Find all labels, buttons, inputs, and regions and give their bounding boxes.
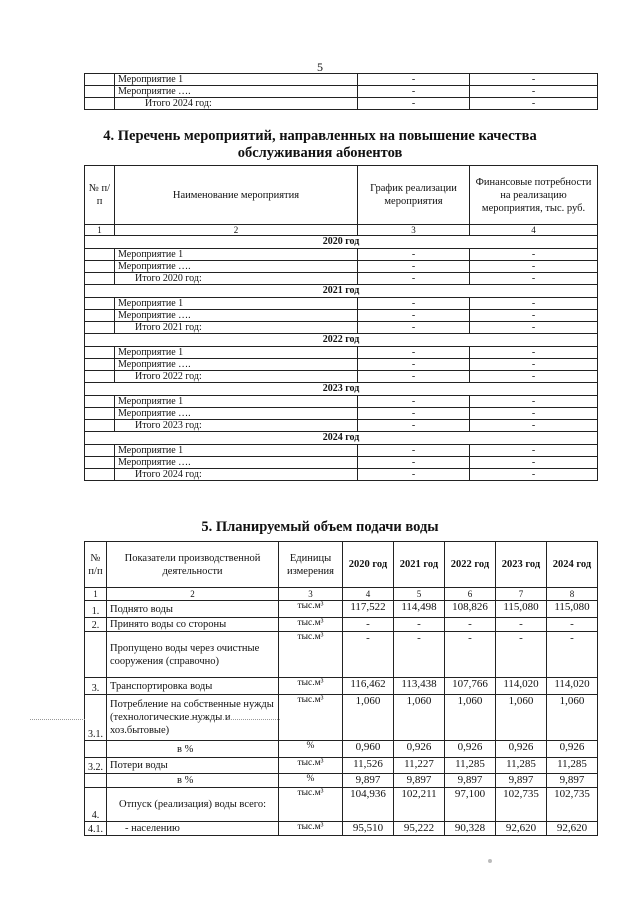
unit-cell: % bbox=[279, 774, 343, 788]
schedule-value: - bbox=[358, 249, 470, 261]
indicator-name: Потери воды bbox=[107, 758, 279, 774]
finance-value: - bbox=[470, 310, 598, 322]
unit-cell: тыс.м³ bbox=[279, 618, 343, 632]
table-row bbox=[85, 469, 598, 481]
finance-value: - bbox=[470, 261, 598, 273]
measure-name: Итого 2021 год: bbox=[115, 322, 358, 334]
row-num-cell bbox=[85, 371, 115, 383]
schedule-value: - bbox=[358, 408, 470, 420]
finance-value: - bbox=[470, 371, 598, 383]
year-row bbox=[85, 236, 598, 249]
row-num: 3. bbox=[85, 678, 107, 695]
value-cell: 11,285 bbox=[445, 758, 496, 774]
unit-cell: тыс.м³ bbox=[279, 601, 343, 618]
table-row bbox=[85, 774, 598, 788]
finance-value: - bbox=[470, 273, 598, 285]
measure-name: Итого 2023 год: bbox=[115, 420, 358, 432]
value-cell: 92,620 bbox=[547, 822, 598, 836]
table-row bbox=[85, 322, 598, 334]
finance-value: - bbox=[470, 469, 598, 481]
row-num-cell bbox=[85, 261, 115, 273]
table-row bbox=[85, 347, 598, 359]
row-num-cell bbox=[85, 74, 115, 86]
unit-cell: тыс.м³ bbox=[279, 695, 343, 741]
table-row bbox=[85, 310, 598, 322]
indicator-name: в % bbox=[107, 774, 279, 788]
value-cell: 107,766 bbox=[445, 678, 496, 695]
measure-name: Итого 2022 год: bbox=[115, 371, 358, 383]
value-cell: 102,735 bbox=[496, 788, 547, 822]
index-cell: 1 bbox=[85, 225, 115, 236]
value-cell: 9,897 bbox=[445, 774, 496, 788]
index-cell: 3 bbox=[358, 225, 470, 236]
value-cell: 0,926 bbox=[445, 741, 496, 758]
finance-value: - bbox=[470, 408, 598, 420]
table-row bbox=[85, 98, 598, 110]
value-cell: - bbox=[496, 618, 547, 632]
table-row bbox=[85, 758, 598, 774]
schedule-value: - bbox=[358, 98, 470, 110]
measure-name: Мероприятие …. bbox=[115, 310, 358, 322]
measure-name: Мероприятие …. bbox=[115, 408, 358, 420]
index-cell: 5 bbox=[394, 588, 445, 601]
header-year-2024: 2024 год bbox=[547, 542, 598, 588]
table-row bbox=[85, 457, 598, 469]
index-cell: 4 bbox=[343, 588, 394, 601]
row-num-cell bbox=[85, 273, 115, 285]
indicator-name: - населению bbox=[107, 822, 279, 836]
value-cell: 0,926 bbox=[547, 741, 598, 758]
year-label: 2021 год bbox=[85, 285, 598, 298]
water-supply-table bbox=[84, 541, 598, 836]
year-label: 2023 год bbox=[85, 383, 598, 396]
indicator-name: Транспортировка воды bbox=[107, 678, 279, 695]
value-cell: 9,897 bbox=[343, 774, 394, 788]
measures-table bbox=[84, 165, 598, 481]
unit-cell: % bbox=[279, 741, 343, 758]
measure-name: Мероприятие 1 bbox=[115, 445, 358, 457]
row-num-cell bbox=[85, 408, 115, 420]
scan-artifact-dot bbox=[488, 859, 492, 863]
header-num: № п/п bbox=[85, 542, 107, 588]
row-num bbox=[85, 741, 107, 758]
table-row bbox=[85, 371, 598, 383]
schedule-value: - bbox=[358, 420, 470, 432]
value-cell: 97,100 bbox=[445, 788, 496, 822]
table-row bbox=[85, 359, 598, 371]
value-cell: 1,060 bbox=[394, 695, 445, 741]
schedule-value: - bbox=[358, 347, 470, 359]
value-cell: 1,060 bbox=[547, 695, 598, 741]
finance-value: - bbox=[470, 457, 598, 469]
index-cell: 7 bbox=[496, 588, 547, 601]
scan-artifact-line bbox=[190, 719, 280, 720]
value-cell: - bbox=[547, 618, 598, 632]
measure-name: Мероприятие 1 bbox=[115, 347, 358, 359]
value-cell: - bbox=[445, 632, 496, 678]
year-label: 2024 год bbox=[85, 432, 598, 445]
measure-name: Мероприятие …. bbox=[115, 86, 358, 98]
row-num-cell bbox=[85, 359, 115, 371]
value-cell: 9,897 bbox=[547, 774, 598, 788]
finance-value: - bbox=[470, 420, 598, 432]
row-num: 1. bbox=[85, 601, 107, 618]
row-num-cell bbox=[85, 322, 115, 334]
header-finance: Финансовые потребности на реализацию мероприятия, тыс. руб. bbox=[470, 166, 598, 225]
measure-name: Итого 2020 год: bbox=[115, 273, 358, 285]
table-row bbox=[85, 298, 598, 310]
schedule-value: - bbox=[358, 310, 470, 322]
table-row bbox=[85, 601, 598, 618]
row-num: 3.1. bbox=[85, 695, 107, 741]
schedule-value: - bbox=[358, 86, 470, 98]
finance-value: - bbox=[470, 249, 598, 261]
finance-value: - bbox=[470, 86, 598, 98]
table-row bbox=[85, 445, 598, 457]
value-cell: - bbox=[394, 618, 445, 632]
row-num: 2. bbox=[85, 618, 107, 632]
index-cell: 4 bbox=[470, 225, 598, 236]
value-cell: - bbox=[547, 632, 598, 678]
header-unit: Единицы измерения bbox=[279, 542, 343, 588]
row-num: 4.1. bbox=[85, 822, 107, 836]
finance-value: - bbox=[470, 298, 598, 310]
value-cell: 11,227 bbox=[394, 758, 445, 774]
finance-value: - bbox=[470, 396, 598, 408]
row-num-cell bbox=[85, 249, 115, 261]
unit-cell: тыс.м³ bbox=[279, 788, 343, 822]
schedule-value: - bbox=[358, 457, 470, 469]
measure-name: Мероприятие …. bbox=[115, 359, 358, 371]
schedule-value: - bbox=[358, 74, 470, 86]
measure-name: Мероприятие 1 bbox=[115, 396, 358, 408]
value-cell: 9,897 bbox=[394, 774, 445, 788]
value-cell: 102,211 bbox=[394, 788, 445, 822]
scan-artifact-line bbox=[30, 719, 85, 720]
section5-heading: 5. Планируемый объем подачи воды bbox=[201, 519, 439, 535]
measure-name: Мероприятие …. bbox=[115, 457, 358, 469]
value-cell: - bbox=[343, 632, 394, 678]
table-row bbox=[85, 618, 598, 632]
schedule-value: - bbox=[358, 445, 470, 457]
finance-value: - bbox=[470, 322, 598, 334]
year-row bbox=[85, 432, 598, 445]
table-row bbox=[85, 86, 598, 98]
schedule-value: - bbox=[358, 261, 470, 273]
index-row bbox=[85, 588, 598, 601]
row-num-cell bbox=[85, 298, 115, 310]
table-row bbox=[85, 632, 598, 678]
value-cell: 95,222 bbox=[394, 822, 445, 836]
value-cell: 0,960 bbox=[343, 741, 394, 758]
schedule-value: - bbox=[358, 359, 470, 371]
value-cell: - bbox=[343, 618, 394, 632]
value-cell: 117,522 bbox=[343, 601, 394, 618]
table-row bbox=[85, 788, 598, 822]
value-cell: 1,060 bbox=[496, 695, 547, 741]
measure-name: Мероприятие 1 bbox=[115, 249, 358, 261]
schedule-value: - bbox=[358, 273, 470, 285]
header-indicator: Показатели производственной деятельности bbox=[107, 542, 279, 588]
year-label: 2020 год bbox=[85, 236, 598, 249]
schedule-value: - bbox=[358, 298, 470, 310]
finance-value: - bbox=[470, 347, 598, 359]
section4-heading-line1: 4. Перечень мероприятий, направленных на повышение качества bbox=[103, 128, 537, 144]
row-num: 3.2. bbox=[85, 758, 107, 774]
value-cell: 95,510 bbox=[343, 822, 394, 836]
row-num-cell bbox=[85, 396, 115, 408]
table-row bbox=[85, 249, 598, 261]
table-row bbox=[85, 261, 598, 273]
schedule-value: - bbox=[358, 371, 470, 383]
measure-name: Мероприятие 1 bbox=[115, 298, 358, 310]
section4-heading bbox=[0, 128, 640, 162]
header-schedule: График реализации мероприятия bbox=[358, 166, 470, 225]
indicator-name: Принято воды со стороны bbox=[107, 618, 279, 632]
index-cell: 1 bbox=[85, 588, 107, 601]
finance-value: - bbox=[470, 74, 598, 86]
header-num: № п/п bbox=[85, 166, 115, 225]
schedule-value: - bbox=[358, 396, 470, 408]
value-cell: - bbox=[445, 618, 496, 632]
indicator-name: Потребление на собственные нужды (технологические нужды и хоз.бытовые) bbox=[107, 695, 279, 741]
indicator-name: Пропущено воды через очистные сооружения (справочно) bbox=[107, 632, 279, 678]
value-cell: 90,328 bbox=[445, 822, 496, 836]
indicator-name: Поднято воды bbox=[107, 601, 279, 618]
table-row bbox=[85, 678, 598, 695]
index-cell: 2 bbox=[107, 588, 279, 601]
finance-value: - bbox=[470, 445, 598, 457]
row-num: 4. bbox=[85, 788, 107, 822]
value-cell: 92,620 bbox=[496, 822, 547, 836]
value-cell: 114,020 bbox=[496, 678, 547, 695]
year-row bbox=[85, 383, 598, 396]
value-cell: 11,526 bbox=[343, 758, 394, 774]
table-row bbox=[85, 822, 598, 836]
value-cell: 102,735 bbox=[547, 788, 598, 822]
row-num bbox=[85, 774, 107, 788]
continuation-table bbox=[84, 73, 598, 110]
value-cell: - bbox=[496, 632, 547, 678]
measure-name: Итого 2024 год: bbox=[115, 469, 358, 481]
header-year-2022: 2022 год bbox=[445, 542, 496, 588]
row-num bbox=[85, 632, 107, 678]
value-cell: - bbox=[394, 632, 445, 678]
unit-cell: тыс.м³ bbox=[279, 822, 343, 836]
year-row bbox=[85, 334, 598, 347]
section4-heading-line2: обслуживания абонентов bbox=[237, 145, 403, 161]
table-row bbox=[85, 420, 598, 432]
value-cell: 1,060 bbox=[445, 695, 496, 741]
value-cell: 115,080 bbox=[496, 601, 547, 618]
row-num-cell bbox=[85, 457, 115, 469]
schedule-value: - bbox=[358, 322, 470, 334]
value-cell: 114,020 bbox=[547, 678, 598, 695]
indicator-name: в % bbox=[107, 741, 279, 758]
unit-cell: тыс.м³ bbox=[279, 632, 343, 678]
indicator-name: Отпуск (реализация) воды всего: bbox=[107, 788, 279, 822]
measure-name: Итого 2024 год: bbox=[115, 98, 358, 110]
unit-cell: тыс.м³ bbox=[279, 678, 343, 695]
finance-value: - bbox=[470, 98, 598, 110]
year-label: 2022 год bbox=[85, 334, 598, 347]
value-cell: 114,498 bbox=[394, 601, 445, 618]
value-cell: 104,936 bbox=[343, 788, 394, 822]
header-year-2021: 2021 год bbox=[394, 542, 445, 588]
table-row bbox=[85, 74, 598, 86]
row-num-cell bbox=[85, 420, 115, 432]
row-num-cell bbox=[85, 469, 115, 481]
index-cell: 2 bbox=[115, 225, 358, 236]
table-row bbox=[85, 396, 598, 408]
value-cell: 108,826 bbox=[445, 601, 496, 618]
finance-value: - bbox=[470, 359, 598, 371]
table-row bbox=[85, 741, 598, 758]
row-num-cell bbox=[85, 98, 115, 110]
row-num-cell bbox=[85, 347, 115, 359]
index-cell: 6 bbox=[445, 588, 496, 601]
value-cell: 113,438 bbox=[394, 678, 445, 695]
header-year-2020: 2020 год bbox=[343, 542, 394, 588]
index-cell: 8 bbox=[547, 588, 598, 601]
unit-cell: тыс.м³ bbox=[279, 758, 343, 774]
table-row bbox=[85, 695, 598, 741]
header-name: Наименование мероприятия bbox=[115, 166, 358, 225]
value-cell: 11,285 bbox=[496, 758, 547, 774]
row-num-cell bbox=[85, 445, 115, 457]
measure-name: Мероприятие …. bbox=[115, 261, 358, 273]
measure-name: Мероприятие 1 bbox=[115, 74, 358, 86]
index-cell: 3 bbox=[279, 588, 343, 601]
table-row bbox=[85, 273, 598, 285]
page-number: 5 bbox=[317, 60, 323, 74]
value-cell: 9,897 bbox=[496, 774, 547, 788]
value-cell: 115,080 bbox=[547, 601, 598, 618]
year-row bbox=[85, 285, 598, 298]
schedule-value: - bbox=[358, 469, 470, 481]
value-cell: 0,926 bbox=[394, 741, 445, 758]
header-year-2023: 2023 год bbox=[496, 542, 547, 588]
table-row bbox=[85, 408, 598, 420]
row-num-cell bbox=[85, 310, 115, 322]
value-cell: 11,285 bbox=[547, 758, 598, 774]
value-cell: 0,926 bbox=[496, 741, 547, 758]
value-cell: 116,462 bbox=[343, 678, 394, 695]
row-num-cell bbox=[85, 86, 115, 98]
value-cell: 1,060 bbox=[343, 695, 394, 741]
